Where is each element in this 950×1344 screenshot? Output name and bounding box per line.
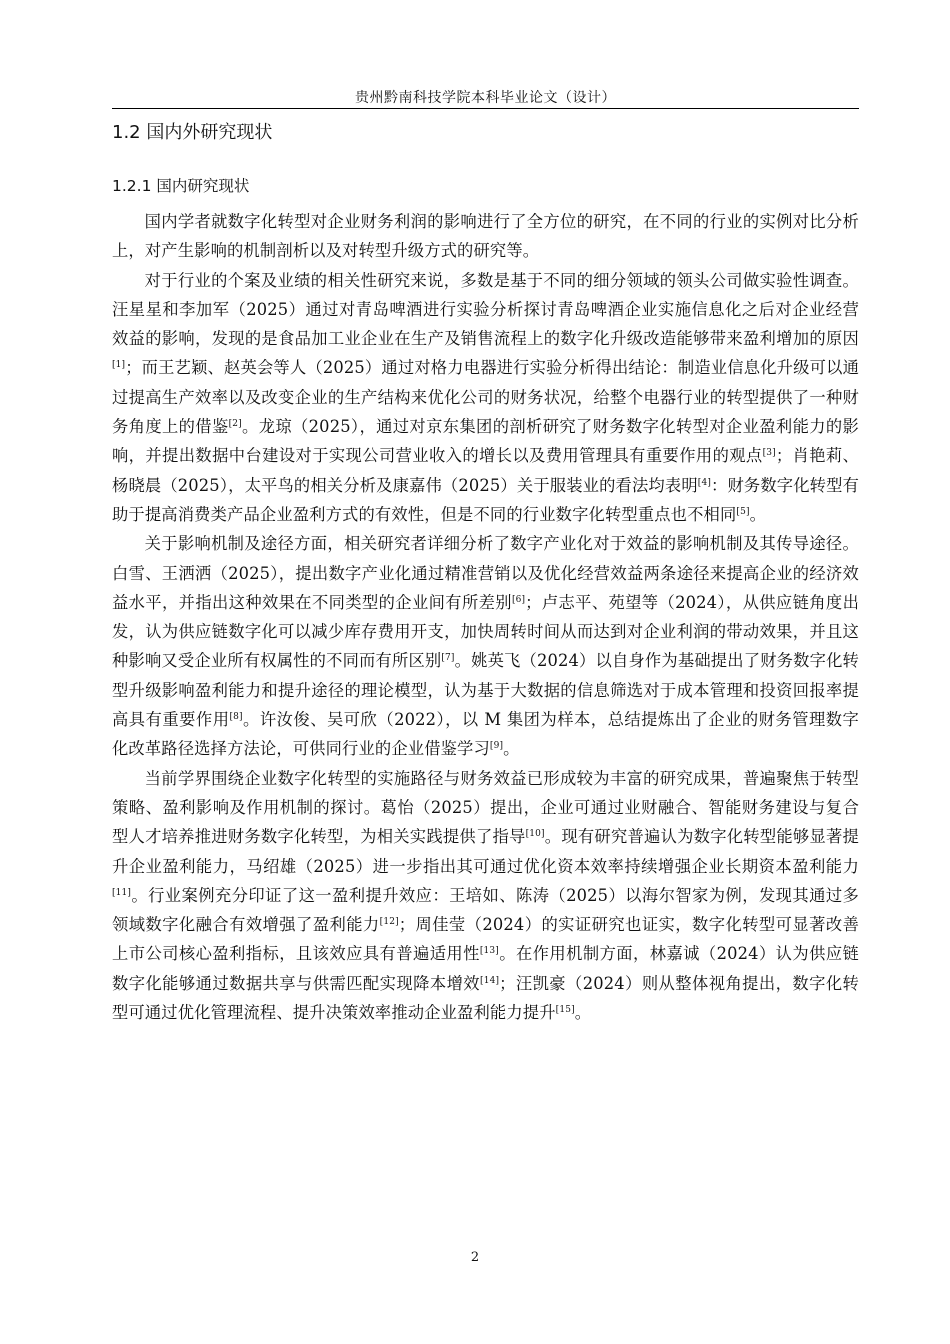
paragraph-text: ；卢志平、苑望等（2024），从供应链角度出发，认为供应链数字化可以减少库存费用开支，加快周转时间从而达到对企业利润的带动效果，并且这种影响又受企业所有权属性的不同而有所区别 [112,592,860,671]
paragraph [112,207,859,266]
citation-ref: [6] [511,594,526,605]
paragraph-text: 。在作用机制方面，林嘉诚（2024）认为供应链数字化能够通过数据共享与供需匹配实现降本增效 [112,944,859,993]
paragraph-text: 。 [503,739,520,759]
paragraph-text: 。许汝俊、吴可欣（2022），以 M 集团为样本，总结提炼出了企业的财务管理数字化改革路径选择方法论，可供同行业的企业借鉴学习 [112,710,859,759]
paragraph-text: ；汪凯豪（2024）则从整体视角提出，数字化转型可通过优化管理流程、提升决策效率推动企业盈利能力提升 [112,973,859,1023]
paragraph-text: 关于影响机制及途径方面，相关研究者详细分析了数字产业化对于效益的影响机制及其传导途径。白雪、王洒洒（2025），提出数字产业化通过精准营销以及优化经营效益两条途径来提高企业的经济效益水平，并指出这种效果在不同类型的企业间有所差别 [112,534,859,612]
citation-ref: [4] [697,477,711,488]
subsection-heading: 1.2.1 国内研究现状 [112,177,250,195]
citation-ref: [11] [112,887,132,898]
body-text [112,207,859,1027]
paragraph-text: 国内学者就数字化转型对企业财务利润的影响进行了全方位的研究，在不同的行业的实例对比分析上，对产生影响的机制剖析以及对转型升级方式的研究等。 [112,212,859,261]
paragraph-text: ；而王艺颖、赵英会等人（2025）通过对格力电器进行实验分析得出结论：制造业信息化升级可以通过提高生产效率以及改变企业的生产结构来优化公司的财务状况，给整个电器行业的转型提供了一种财务角度上的借鉴 [112,358,859,437]
citation-ref: [9] [489,741,504,752]
paragraph-text: ；周佳莹（2024）的实证研究也证实，数字化转型可显著改善上市公司核心盈利指标，且该效应具有普遍适用性 [112,915,860,964]
paragraph-text: 。 [574,1003,592,1023]
paragraph [112,266,859,530]
citation-ref: [3] [762,448,776,459]
paragraph-text: 对于行业的个案及业绩的相关性研究来说，多数是基于不同的细分领域的领头公司做实验性调查。汪星星和李加军（2025）通过对青岛啤酒进行实验分析探讨青岛啤酒企业实施信息化之后对企业经营效益的影响，发现的是食品加工业企业在生产及销售流程上的数字化升级改造能够带来盈利增加的原因 [112,270,859,349]
citation-ref: [8] [229,712,243,723]
section-heading: 1.2 国内外研究现状 [112,122,273,143]
paragraph-text: 当前学界围绕企业数字化转型的实施路径与财务效益已形成较为丰富的研究成果，普遍聚焦于转型策略、盈利影响及作用机制的探讨。葛怡（2025）提出，企业可通过业财融合、智能财务建设与复合型人才培养推进财务数字化转型，为相关实践提供了指导 [112,768,859,847]
paragraph [112,529,859,763]
citation-ref: [7] [441,653,455,664]
page-number: 2 [470,1250,480,1265]
citation-ref: [1] [112,360,126,371]
citation-ref: [13] [479,946,499,957]
citation-ref: [15] [555,1005,575,1016]
page-header: 贵州黔南科技学院本科毕业论文（设计） [355,90,616,106]
paragraph-text: 。龙琼（2025），通过对京东集团的剖析研究了财务数字化转型对企业盈利能力的影响，并提出数据中台建设对于实现公司营业收入的增长以及费用管理具有重要作用的观点 [112,417,859,466]
paragraph-text: ：财务数字化转型有助于提高消费类产品企业盈利方式的有效性，但是不同的行业数字化转型重点也不相同 [112,475,859,524]
paragraph-text: ；肖艳莉、杨晓晨（2025），太平鸟的相关分析及康嘉伟（2025）关于服装业的看法均表明 [112,446,859,495]
paragraph-text: 。姚英飞（2024）以自身作为基础提出了财务数字化转型升级影响盈利能力和提升途径的理论模型，认为基于大数据的信息筛选对于成本管理和投资回报率提高具有重要作用 [112,651,859,730]
citation-ref: [10] [525,829,545,840]
citation-ref: [14] [480,975,500,986]
citation-ref: [2] [228,419,242,430]
citation-ref: [5] [736,506,750,517]
header-rule [112,108,859,109]
citation-ref: [12] [379,917,399,928]
paragraph-text: 。现有研究普遍认为数字化转型能够显著提升企业盈利能力，马绍雄（2025）进一步指出其可通过优化资本效率持续增强企业长期资本盈利能力 [112,827,859,876]
paragraph-text: 。行业案例充分印证了这一盈利提升效应：王培如、陈涛（2025）以海尔智家为例，发现其通过多领域数字化融合有效增强了盈利能力 [112,885,859,935]
paragraph-text: 。 [749,504,767,524]
paragraph [112,764,859,1028]
